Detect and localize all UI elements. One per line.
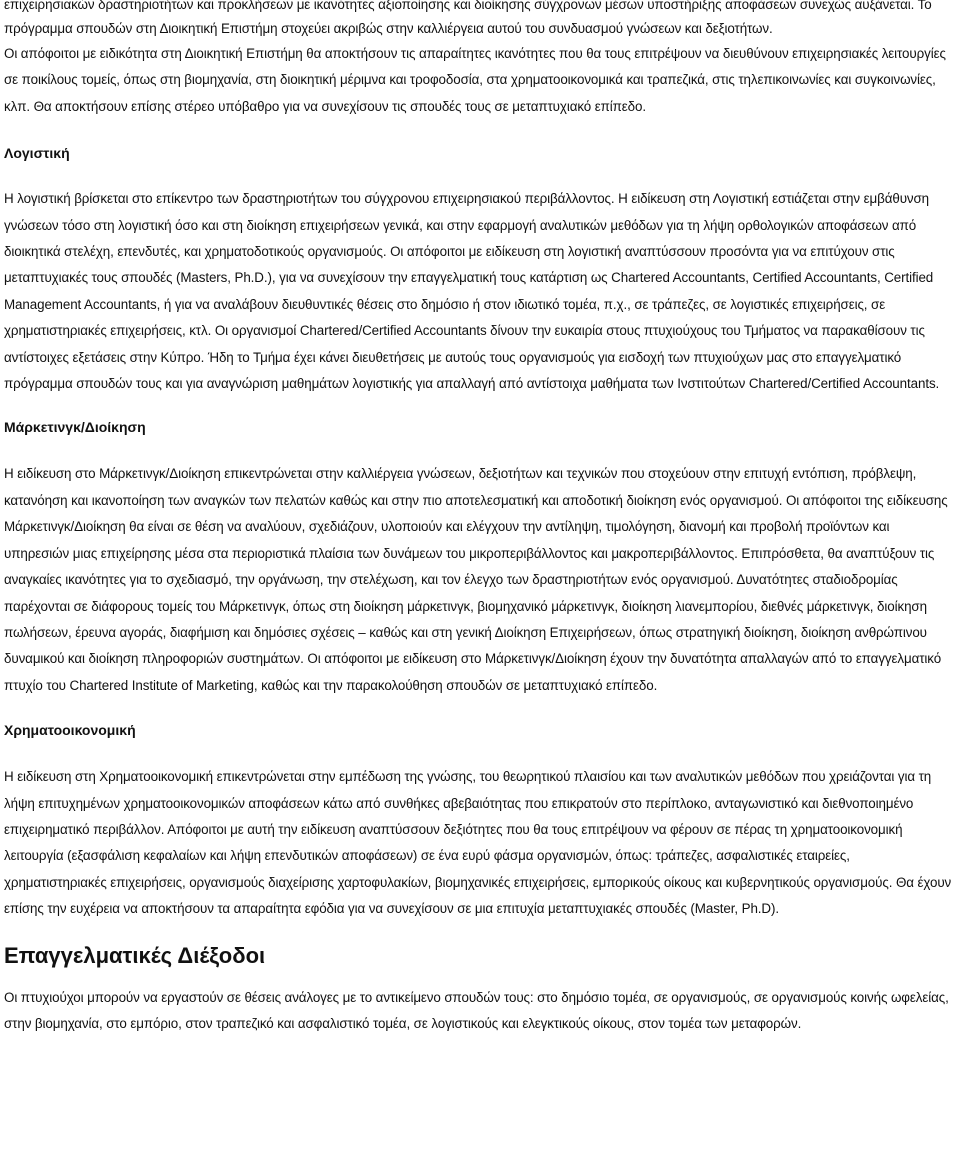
section-body-finance: Η ειδίκευση στη Χρηματοοικονομική επικεντρώνεται στην εμπέδωση της γνώσης, του θεωρητικού πλαισίου και των αναλυτικών μεθόδων που χρειάζονται για τη λήψη επιτυχημένων χρηματοοικονομικών αποφάσεων κάτω από συνθήκες αβεβαιότητας που επικρατούν στο περίπλοκο, ανταγωνιστικό και διεθνοποιημένο επιχειρηματικό περιβάλλον. Απόφοιτοι με αυτή την ειδίκευση αναπτύσσουν δεξιότητες που θα τους επιτρέψουν να φέρουν σε πέρας τη χρηματοοικονομική λειτουργία (εξασφάλιση κεφαλαίων και λήψη επενδυτικών αποφάσεων) σε ένα ευρύ φάσμα οργανισμών, όπως: τράπεζες, ασφαλιστικές εταιρείες, χρηματιστηριακές επιχειρήσεις, οργανισμούς διαχείρισης χαρτοφυλακίων, βιομηχανικές επιχειρήσεις, εμπορικούς οίκους και κυβερνητικούς οργανισμούς. Θα έχουν επίσης την ευχέρεια να αποκτήσουν τα απαραίτητα εφόδια για να συνεχίσουν σε μια επιτυχία μεταπτυχιακές σπουδές (Master, Ph.D). <box>4 769 952 917</box>
section-body-careers: Οι πτυχιούχοι μπορούν να εργαστούν σε θέσεις ανάλογες με το αντικείμενο σπουδών τους: στο δημόσιο τομέα, σε οργανισμούς, σε οργανισμούς κοινής ωφελείας, στην βιομηχανία, στο εμπόριο, στον τραπεζικό και ασφαλιστικό τομέα, σε λογιστικούς και ελεγκτικούς οίκους, στον τομέα των μεταφορών. <box>4 989 949 1031</box>
section-heading-accounting: Λογιστική <box>4 145 70 162</box>
intro-paragraph-graduates: Οι απόφοιτοι με ειδικότητα στη Διοικητική Επιστήμη θα αποκτήσουν τις απαραίτητες ικανότητες που θα τους επιτρέψουν να διευθύνουν επιχειρησιακές λειτουργίες σε ποικίλους τομείς, όπως στη βιομηχανία, στη διοικητική μέριμνα και τροφοδοσία, στα χρηματοοικονομικά και τραπεζικά, στις τηλεπικοινωνίες και συγκοινωνίες, κλπ. Θα αποκτήσουν επίσης στέρεο υπόβαθρο για να συνεχίσουν τις σπουδές τους σε μεταπτυχιακό επίπεδο. <box>4 46 946 114</box>
section-body-accounting: Η λογιστική βρίσκεται στο επίκεντρο των δραστηριοτήτων του σύγχρονου επιχειρησιακού περιβάλλοντος. Η ειδίκευση στη Λογιστική εστιάζεται στην εμβάθυνση γνώσεων τόσο στη λογιστική όσο και στη διοίκηση επιχειρήσεων γενικά, και στην εφαρμογή αναλυτικών μεθόδων για τη λήψη ορθολογικών αποφάσεων από διοικητικά στελέχη, επενδυτές, και χρηματοδοτικούς οργανισμούς. Οι απόφοιτοι με ειδίκευση στη λογιστική αναπτύσσουν προσόντα για να επιτύχουν στις μεταπτυχιακές τους σπουδές (Masters, Ph.D.), για να συνεχίσουν την επαγγελματική τους κατάρτιση ως Chartered Accountants, Certified Accountants, Certified Management Accountants, ή για να αναλάβουν διευθυντικές θέσεις στο δημόσιο ή στον ιδιωτικό τομέα, π.χ., σε τράπεζες, σε λογιστικές επιχειρήσεις, σε χρηματιστηριακές επιχειρήσεις, κτλ. Οι οργανισμοί Chartered/Certified Accountants δίνουν την ευκαιρία στους πτυχιούχους του Τμήματος να παρακαθίσουν τις αντίστοιχες εξετάσεις στην Κύπρο. Ήδη το Τμήμα έχει κάνει διευθετήσεις με αυτούς τους οργανισμούς για εισδοχή των πτυχιούχων μας στο επαγγελματικό πρόγραμμα σπουδών τους και για αναγνώριση μαθημάτων λογιστικής για απαλλαγή από αντίστοιχα μαθήματα των Ινστιτούτων Chartered/Certified Accountants. <box>4 191 940 392</box>
section-heading-finance: Χρηματοοικονομική <box>4 722 136 739</box>
intro-paragraph-continued: επιχειρησιακών δραστηριοτήτων και προκλήσεων με ικανότητες αξιοποίησης και διοίκησης σύγχρονων μέσων υποστήριξης αποφάσεων συνεχώς αυξάνεται. Το πρόγραμμα σπουδών στη Διοικητική Επιστήμη στοχεύει ακριβώς στην καλλιέργεια αυτού του συνδυασμού γνώσεων και δεξιοτήτων. <box>4 0 932 36</box>
section-heading-careers: Επαγγελματικές Διέξοδοι <box>4 942 266 968</box>
section-body-marketing: Η ειδίκευση στο Μάρκετινγκ/Διοίκηση επικεντρώνεται στην καλλιέργεια γνώσεων, δεξιοτήτων και τεχνικών που στοχεύουν στην επιτυχή εντόπιση, πρόβλεψη, κατανόηση και ικανοποίηση των αναγκών των πελατών καθώς και στην πιο αποτελεσματική και αποδοτική διοίκηση ενός οργανισμού. Οι απόφοιτοι της ειδίκευσης Μάρκετινγκ/Διοίκηση θα είναι σε θέση να αναλύουν, σχεδιάζουν, υλοποιούν και ελέγχουν την αντίληψη, τιμολόγηση, διανομή και προβολή προϊόντων και υπηρεσιών μιας επιχείρησης μέσα στα περιοριστικά πλαίσια των δυνάμεων του μικροπεριβάλλοντος και μακροπεριβάλλοντος. Επιπρόσθετα, θα αναπτύξουν τις αναγκαίες ικανότητες για το σχεδιασμό, την οργάνωση, την στελέχωση, και τον έλεγχο των δραστηριοτήτων ενός οργανισμού. Δυνατότητες σταδιοδρομίας παρέχονται σε διάφορους τομείς του Μάρκετινγκ, όπως στη διοίκηση μάρκετινγκ, βιομηχανικό μάρκετινγκ, διοίκηση λιανεμπορίου, διεθνές μάρκετινγκ, διοίκηση πωλήσεων, έρευνα αγοράς, διαφήμιση και δημόσιες σχέσεις – καθώς και στη γενική Διοίκηση Επιχειρήσεων, όπως στρατηγική διοίκηση, διοίκηση ανθρώπινου δυναμικού και διοίκηση πληροφοριών συστημάτων. Οι απόφοιτοι με ειδίκευση στο Μάρκετινγκ/Διοίκηση έχουν την δυνατότητα απαλλαγών από το επαγγελματικό πτυχίο του Chartered Institute of Marketing, καθώς και την παρακολούθηση σπουδών σε μεταπτυχιακό επίπεδο. <box>4 466 948 693</box>
section-heading-marketing: Μάρκετινγκ/Διοίκηση <box>4 419 146 436</box>
